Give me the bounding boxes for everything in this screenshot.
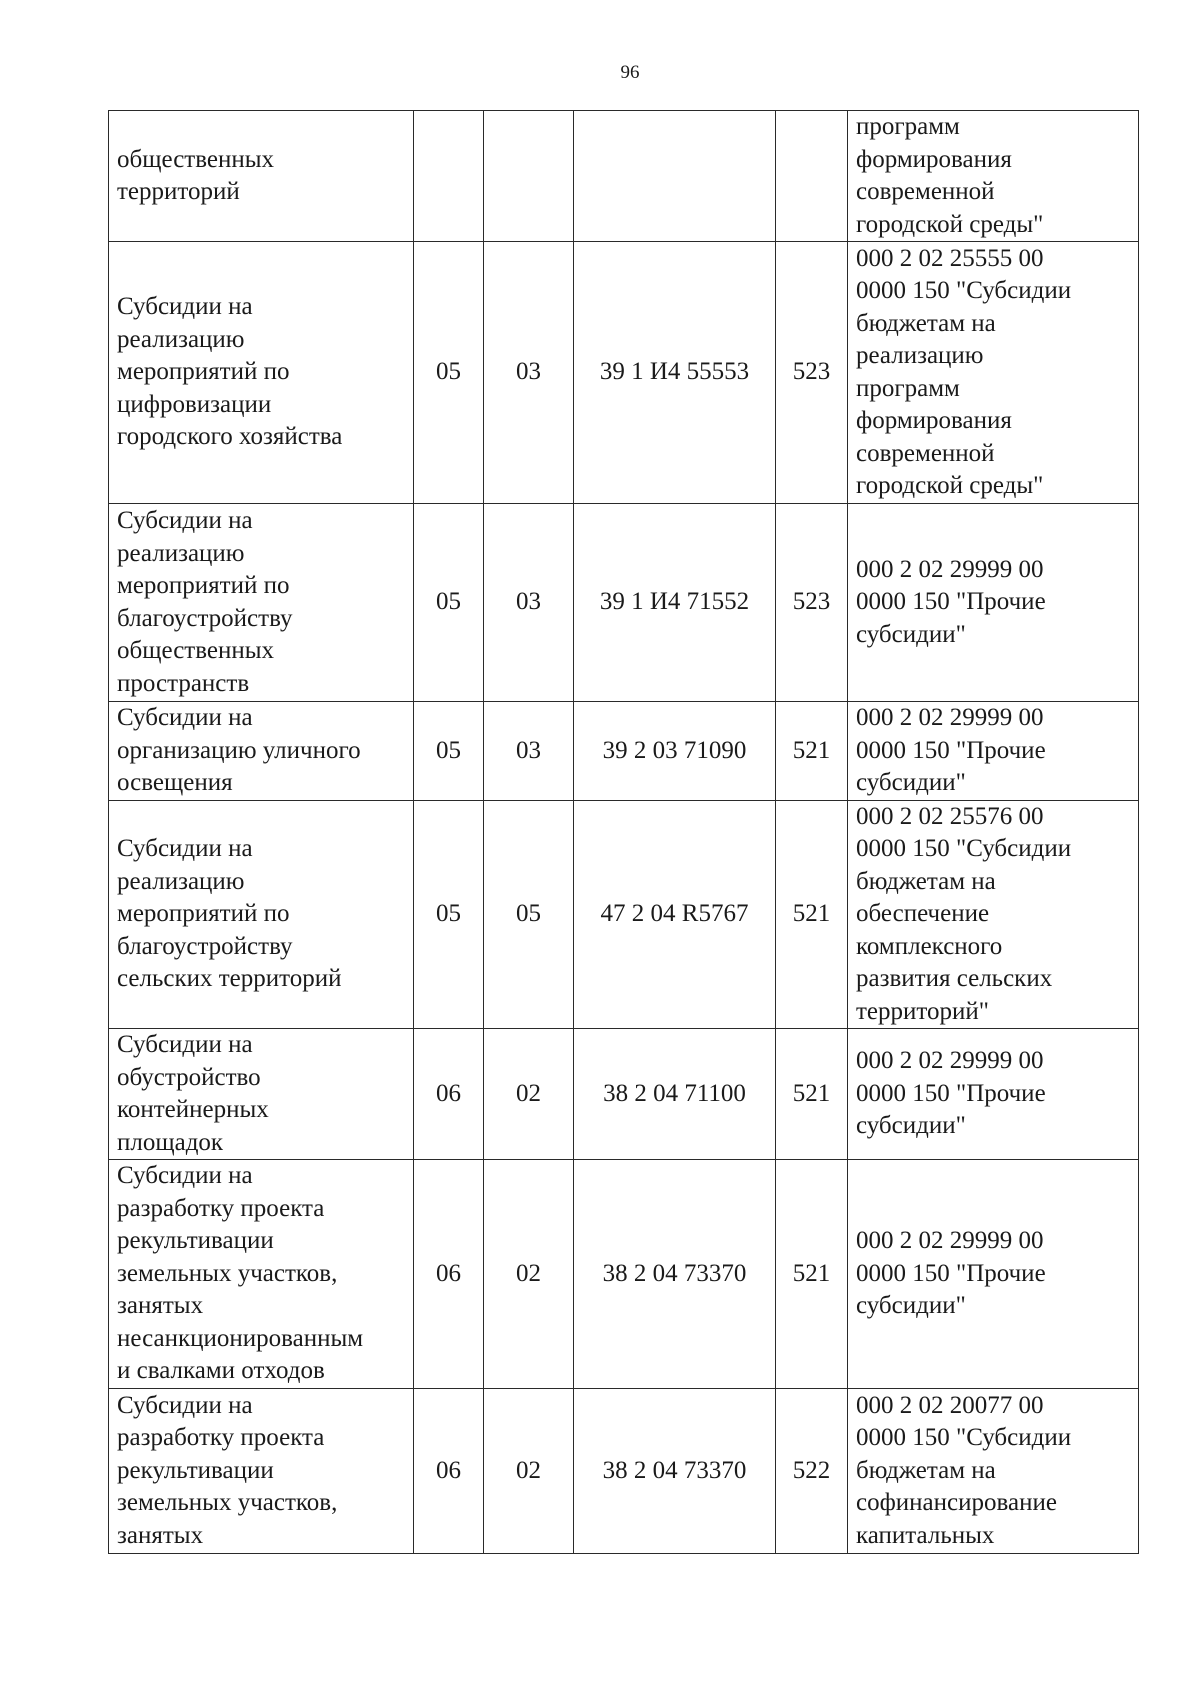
table-row xyxy=(109,800,1139,1029)
row-name: Субсидии на обустройство контейнерных площадок xyxy=(109,1029,414,1160)
row-name: Субсидии на реализацию мероприятий по благоустройству общественных пространств xyxy=(109,504,414,702)
row-section: 06 xyxy=(414,1389,484,1554)
budget-table xyxy=(108,110,1139,1554)
row-section: 05 xyxy=(414,504,484,702)
row-revenue-code: программ формирования современной городской среды" xyxy=(848,111,1139,242)
row-name: Субсидии на разработку проекта рекультивации земельных участков, занятых несанкционированным и свалками отходов xyxy=(109,1160,414,1389)
row-revenue-code: 000 2 02 29999 00 0000 150 "Прочие субсидии" xyxy=(848,1160,1139,1389)
row-type-code: 521 xyxy=(776,1160,848,1389)
row-target-code: 38 2 04 73370 xyxy=(574,1160,776,1389)
row-revenue-code: 000 2 02 29999 00 0000 150 "Прочие субсидии" xyxy=(848,1029,1139,1160)
page-number: 96 xyxy=(620,62,640,83)
row-subsection: 03 xyxy=(484,242,574,504)
row-name: Субсидии на реализацию мероприятий по благоустройству сельских территорий xyxy=(109,800,414,1029)
row-target-code: 47 2 04 R5767 xyxy=(574,800,776,1029)
row-name: Субсидии на реализацию мероприятий по цифровизации городского хозяйства xyxy=(109,242,414,504)
row-revenue-code: 000 2 02 29999 00 0000 150 "Прочие субсидии" xyxy=(848,702,1139,801)
row-revenue-code: 000 2 02 20077 00 0000 150 "Субсидии бюджетам на софинансирование капитальных xyxy=(848,1389,1139,1554)
row-revenue-code: 000 2 02 25576 00 0000 150 "Субсидии бюджетам на обеспечение комплексного развития сельских территорий" xyxy=(848,800,1139,1029)
row-name: общественных территорий xyxy=(109,111,414,242)
table-row xyxy=(109,1389,1139,1554)
row-type-code xyxy=(776,111,848,242)
row-subsection: 02 xyxy=(484,1389,574,1554)
row-subsection: 03 xyxy=(484,702,574,801)
row-type-code: 523 xyxy=(776,504,848,702)
row-name: Субсидии на организацию уличного освещения xyxy=(109,702,414,801)
row-subsection: 03 xyxy=(484,504,574,702)
table-row xyxy=(109,1160,1139,1389)
table-row xyxy=(109,1029,1139,1160)
row-target-code: 39 1 И4 71552 xyxy=(574,504,776,702)
row-type-code: 521 xyxy=(776,702,848,801)
row-section: 06 xyxy=(414,1029,484,1160)
row-target-code: 39 2 03 71090 xyxy=(574,702,776,801)
row-type-code: 521 xyxy=(776,1029,848,1160)
row-subsection xyxy=(484,111,574,242)
row-revenue-code: 000 2 02 29999 00 0000 150 "Прочие субсидии" xyxy=(848,504,1139,702)
row-subsection: 05 xyxy=(484,800,574,1029)
row-name: Субсидии на разработку проекта рекультивации земельных участков, занятых xyxy=(109,1389,414,1554)
row-subsection: 02 xyxy=(484,1029,574,1160)
row-revenue-code: 000 2 02 25555 00 0000 150 "Субсидии бюджетам на реализацию программ формирования современной городской среды" xyxy=(848,242,1139,504)
row-type-code: 523 xyxy=(776,242,848,504)
row-type-code: 521 xyxy=(776,800,848,1029)
row-section: 05 xyxy=(414,242,484,504)
table-row xyxy=(109,702,1139,801)
row-section: 05 xyxy=(414,800,484,1029)
row-subsection: 02 xyxy=(484,1160,574,1389)
row-target-code: 38 2 04 73370 xyxy=(574,1389,776,1554)
row-target-code: 39 1 И4 55553 xyxy=(574,242,776,504)
row-section: 06 xyxy=(414,1160,484,1389)
row-section: 05 xyxy=(414,702,484,801)
row-section xyxy=(414,111,484,242)
row-target-code: 38 2 04 71100 xyxy=(574,1029,776,1160)
table-row xyxy=(109,111,1139,242)
row-type-code: 522 xyxy=(776,1389,848,1554)
row-target-code xyxy=(574,111,776,242)
table-row xyxy=(109,242,1139,504)
table-row xyxy=(109,504,1139,702)
